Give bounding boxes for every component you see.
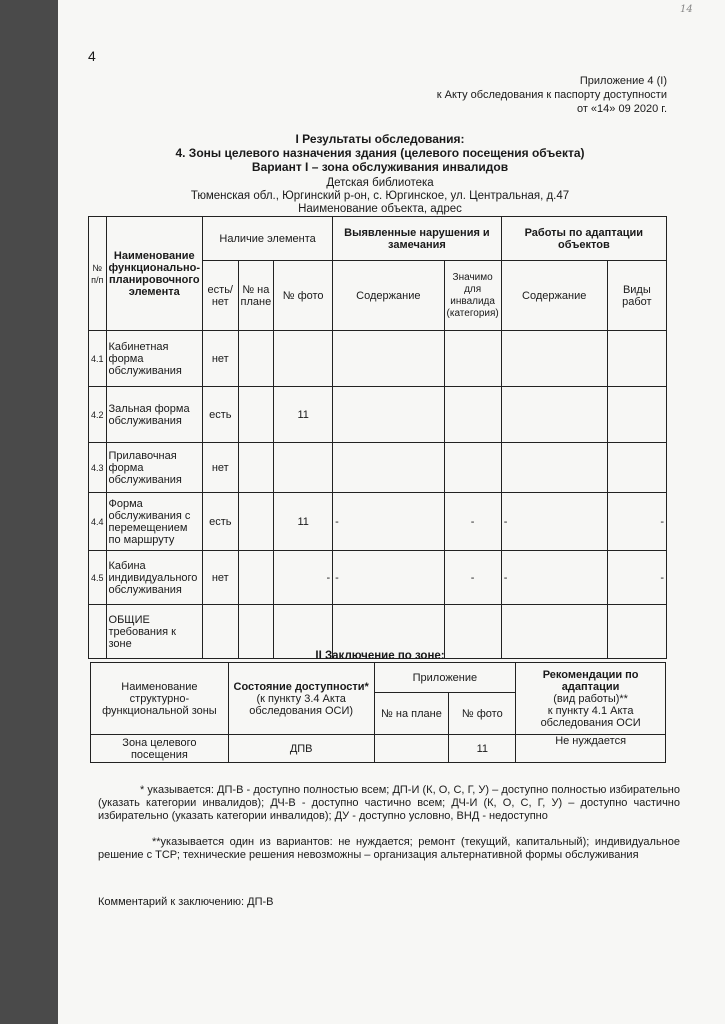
table-row xyxy=(89,387,667,443)
zone-name: Зона целевого посещения xyxy=(91,735,229,763)
header-violations: Выявленные нарушения и замечания xyxy=(333,217,502,261)
row-num: 4.3 xyxy=(89,443,107,493)
appendix-line-2: к Акту обследования к паспорту доступности xyxy=(436,89,667,101)
header-num: № п/п xyxy=(89,217,107,331)
header-photo: № фото xyxy=(274,261,333,331)
row-name: Зальная форма обслуживания xyxy=(106,387,203,443)
row-name: ОБЩИЕ требования к зоне xyxy=(106,605,203,659)
row-num: 4.1 xyxy=(89,331,107,387)
row-name: Форма обслуживания с перемещением по маршруту xyxy=(106,493,203,551)
section1-title-block xyxy=(100,132,660,174)
object-info xyxy=(100,177,660,216)
zone-plan xyxy=(374,735,449,763)
row-plan xyxy=(238,551,274,605)
row-name: Кабина индивидуального обслуживания xyxy=(106,551,203,605)
header-appendix: Приложение xyxy=(374,663,516,693)
row-plan xyxy=(238,443,274,493)
header-photo: № фото xyxy=(449,693,516,735)
row-works: - xyxy=(501,551,607,605)
header-name: Наименование функционально-планировочного элемента xyxy=(106,217,203,331)
table-row xyxy=(89,331,667,387)
section1-variant: Вариант I – зона обслуживания инвалидов xyxy=(251,160,509,174)
header-content: Содержание xyxy=(333,261,444,331)
row-name: Прилавочная форма обслуживания xyxy=(106,443,203,493)
row-works xyxy=(501,443,607,493)
row-types: - xyxy=(607,551,666,605)
row-photo xyxy=(274,443,333,493)
header-presence: Наличие элемента xyxy=(203,217,333,261)
table-row xyxy=(91,735,666,763)
row-num: 4.5 xyxy=(89,551,107,605)
note-star2: **указывается один из вариантов: не нуждается; ремонт (текущий, капитальный); индивидуальное решение с ТСР; технические решения невозможны – организация альтернативной формы обслуживания xyxy=(98,836,680,861)
zone-recs: Не нуждается xyxy=(516,735,666,763)
row-content xyxy=(333,443,444,493)
row-types xyxy=(607,443,666,493)
object-caption: Наименование объекта, адрес xyxy=(298,203,462,215)
row-significant xyxy=(444,443,501,493)
section2-heading: II Заключение по зоне: xyxy=(315,650,445,662)
row-num: 4.4 xyxy=(89,493,107,551)
comment: Комментарий к заключению: ДП-В xyxy=(98,896,274,908)
row-exists: нет xyxy=(203,331,238,387)
row-significant xyxy=(444,331,501,387)
table-row xyxy=(89,443,667,493)
object-name: Детская библиотека xyxy=(326,177,434,189)
row-content: - xyxy=(333,493,444,551)
row-significant: - xyxy=(444,551,501,605)
row-plan xyxy=(238,493,274,551)
row-significant xyxy=(444,387,501,443)
zone-state: ДПВ xyxy=(228,735,374,763)
table-row xyxy=(89,551,667,605)
header-recs: Рекомендации по адаптации xyxy=(542,668,639,693)
row-exists: есть xyxy=(203,387,238,443)
row-works: - xyxy=(501,493,607,551)
header-recs-note2: к пункту 4.1 Акта обследования ОСИ xyxy=(540,704,641,729)
header-state-cell xyxy=(228,663,374,735)
row-content xyxy=(333,331,444,387)
note-star1: * указывается: ДП-В - доступно полностью всем; ДП-И (К, О, С, Г, У) – доступно полностью избирательно (указать категории инвалидов); ДЧ-В - доступно частично всем; ДЧ-И (К, О, С, Г, У) – доступно частично избирательно (указать категории инвалидов); ДУ - доступно условно, ВНД - недоступно xyxy=(98,784,680,822)
row-photo: 11 xyxy=(274,387,333,443)
row-num: 4.2 xyxy=(89,387,107,443)
row-types xyxy=(607,387,666,443)
row-photo: 11 xyxy=(274,493,333,551)
header-significant: Значимо для инвалида (категория) xyxy=(444,261,501,331)
row-content: - xyxy=(333,551,444,605)
header-exists: есть/нет xyxy=(203,261,238,331)
corner-handwritten-mark: 14 xyxy=(680,4,693,15)
object-address: Тюменская обл., Юргинский р-он, с. Юргинское, ул. Центральная, д.47 xyxy=(190,190,570,202)
header-works: Работы по адаптации объектов xyxy=(501,217,666,261)
row-plan xyxy=(238,387,274,443)
header-types: Виды работ xyxy=(607,261,666,331)
table-row xyxy=(89,493,667,551)
header-zone-name: Наименование структурно-функциональной зоны xyxy=(91,663,229,735)
header-state: Состояние доступности* xyxy=(233,680,369,693)
zone-photo: 11 xyxy=(449,735,516,763)
row-works xyxy=(501,387,607,443)
row-name: Кабинетная форма обслуживания xyxy=(106,331,203,387)
row-types xyxy=(607,331,666,387)
header-recs-cell xyxy=(516,663,666,735)
row-exists: нет xyxy=(203,443,238,493)
row-photo: - xyxy=(274,551,333,605)
page-number: 4 xyxy=(88,48,96,64)
appendix-line-1: Приложение 4 (I) xyxy=(579,75,667,87)
header-plan: № на плане xyxy=(238,261,274,331)
section1-subheading: 4. Зоны целевого назначения здания (целевого посещения объекта) xyxy=(175,146,585,160)
header-recs-note1: (вид работы)** xyxy=(553,692,628,705)
appendix-line-3: от «14» 09 2020 г. xyxy=(576,103,667,115)
results-table xyxy=(88,216,667,659)
row-exists: есть xyxy=(203,493,238,551)
header-plan: № на плане xyxy=(374,693,449,735)
row-works xyxy=(501,331,607,387)
header-content2: Содержание xyxy=(501,261,607,331)
row-content xyxy=(333,387,444,443)
conclusion-table xyxy=(90,662,666,763)
section1-heading: I Результаты обследования: xyxy=(295,132,465,146)
row-types: - xyxy=(607,493,666,551)
row-photo xyxy=(274,331,333,387)
row-plan xyxy=(238,331,274,387)
row-exists: нет xyxy=(203,551,238,605)
row-significant: - xyxy=(444,493,501,551)
header-state-note: (к пункту 3.4 Акта обследования ОСИ) xyxy=(249,692,354,717)
